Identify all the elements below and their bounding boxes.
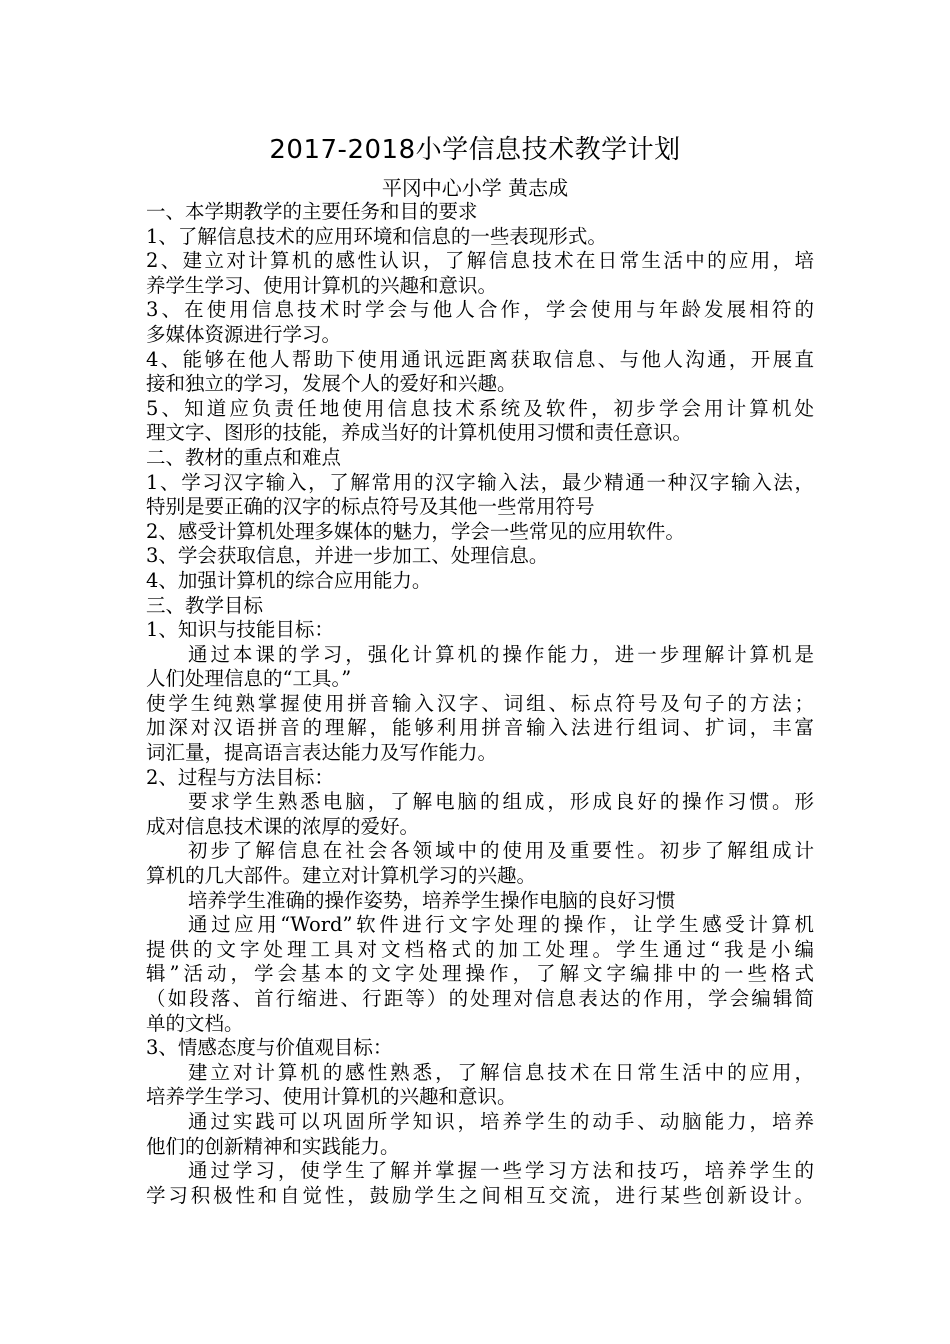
text-line: 5、知道应负责任地使用信息技术系统及软件，初步学会用计算机处	[146, 396, 814, 420]
text-line: 3、情感态度与价值观目标：	[146, 1036, 393, 1060]
text-line: 他们的创新精神和实践能力。	[146, 1134, 400, 1158]
text-line: 通过应用“Word”软件进行文字处理的操作，让学生感受计算机	[188, 913, 814, 937]
text-line: （如段落、首行缩进、行距等）的处理对信息表达的作用，学会编辑简	[146, 987, 814, 1010]
text-line: 单的文档。	[146, 1011, 244, 1035]
text-line: 3、在使用信息技术时学会与他人合作，学会使用与年龄发展相符的	[146, 298, 814, 322]
text-line: 要求学生熟悉电脑，了解电脑的组成，形成良好的操作习惯。形	[188, 790, 814, 814]
text-line: 4、加强计算机的综合应用能力。	[146, 568, 432, 592]
text-line: 1、了解信息技术的应用环境和信息的一些表现形式。	[146, 224, 607, 248]
text-line: 接和独立的学习，发展个人的爱好和兴趣。	[146, 372, 517, 396]
text-line: 提供的文字处理工具对文档格式的加工处理。学生通过“我是小编	[146, 937, 814, 961]
text-line: 使学生纯熟掌握使用拼音输入汉字、词组、标点符号及句子的方法；	[146, 691, 814, 715]
text-line: 词汇量，提高语言表达能力及写作能力。	[146, 741, 498, 765]
text-line: 成对信息技术课的浓厚的爱好。	[146, 814, 420, 838]
text-line: 2、过程与方法目标：	[146, 765, 334, 789]
text-line: 三、教学目标	[146, 593, 264, 617]
text-line: 建立对计算机的感性熟悉，了解信息技术在日常生活中的应用，	[188, 1060, 814, 1084]
document-author: 平冈中心小学 黄志成	[381, 176, 569, 200]
text-line: 初步了解信息在社会各领域中的使用及重要性。初步了解组成计	[188, 839, 814, 863]
text-line: 养学生学习、使用计算机的兴趣和意识。	[146, 273, 498, 297]
text-line: 通过学习，使学生了解并掌握一些学习方法和技巧，培养学生的	[188, 1159, 814, 1183]
text-line: 1、知识与技能目标：	[146, 618, 334, 642]
text-line: 人们处理信息的“工具。”	[146, 667, 352, 691]
text-line: 二、教材的重点和难点	[146, 445, 342, 469]
text-line: 2、感受计算机处理多媒体的魅力，学会一些常见的应用软件。	[146, 519, 685, 543]
text-line: 1、学习汉字输入，了解常用的汉字输入法，最少精通一种汉字输入法，	[146, 470, 814, 494]
text-line: 3、学会获取信息，并进一步加工、处理信息。	[146, 544, 549, 568]
text-line: 一、本学期教学的主要任务和目的要求	[146, 200, 478, 223]
text-line: 培养学生学习、使用计算机的兴趣和意识。	[146, 1085, 517, 1109]
text-line: 培养学生准确的操作姿势，培养学生操作电脑的良好习惯	[188, 888, 676, 912]
document-title: 2017-2018小学信息技术教学计划	[269, 135, 681, 165]
text-line: 2、建立对计算机的感性认识，了解信息技术在日常生活中的应用，培	[146, 249, 814, 273]
text-line: 算机的几大部件。建立对计算机学习的兴趣。	[146, 864, 537, 888]
text-line: 4、能够在他人帮助下使用通讯远距离获取信息、与他人沟通，开展直	[146, 347, 814, 371]
text-line: 加深对汉语拼音的理解，能够利用拼音输入法进行组词、扩词，丰富	[146, 716, 814, 740]
text-line: 辑”活动，学会基本的文字处理操作，了解文字编排中的一些格式	[146, 962, 814, 986]
text-line: 学习积极性和自觉性，鼓励学生之间相互交流，进行某些创新设计。	[146, 1183, 814, 1207]
text-line: 多媒体资源进行学习。	[146, 322, 342, 346]
text-line: 特别是要正确的汉字的标点符号及其他一些常用符号	[146, 495, 595, 519]
text-line: 通过本课的学习，强化计算机的操作能力，进一步理解计算机是	[188, 642, 814, 666]
document-body	[146, 200, 814, 1208]
text-line: 通过实践可以巩固所学知识，培养学生的动手、动脑能力，培养	[188, 1109, 814, 1133]
text-line: 理文字、图形的技能，养成当好的计算机使用习惯和责任意识。	[146, 421, 693, 445]
